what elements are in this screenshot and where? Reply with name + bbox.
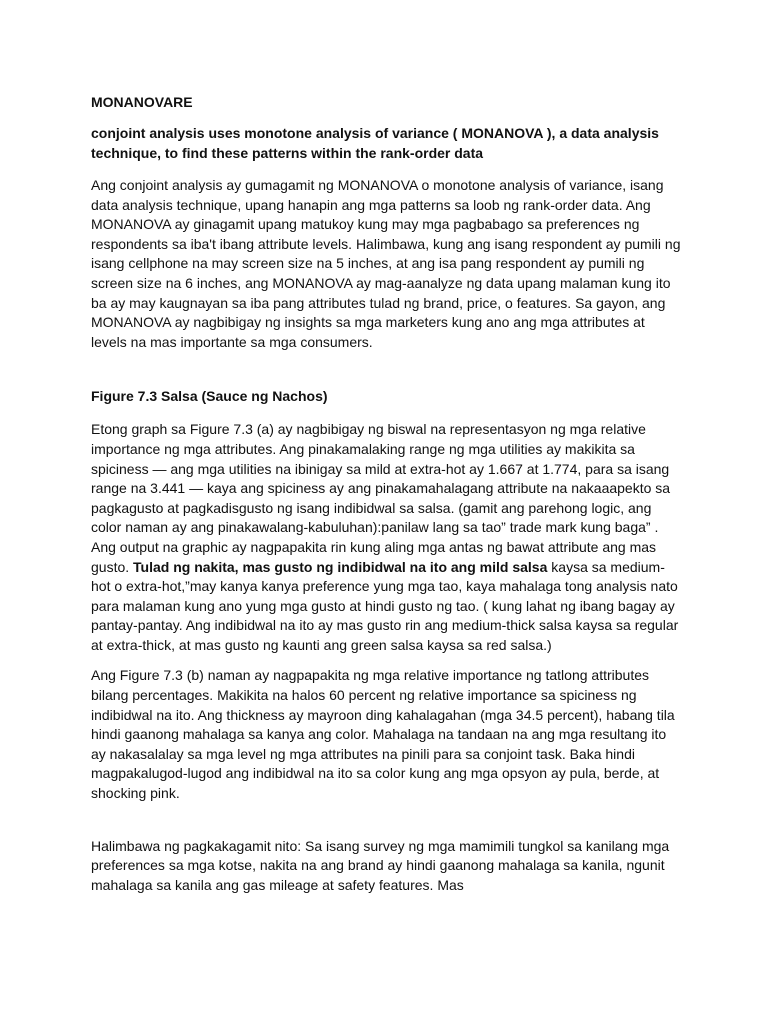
figure-heading: Figure 7.3 Salsa (Sauce ng Nachos) [91, 388, 328, 405]
intro-paragraph: Ang conjoint analysis ay gumagamit ng MONANOVA o monotone analysis of variance, isang data analysis technique, upang hanapin ang mga patterns sa loob ng rank-order data. Ang MONANOVA ay ginagamit upang matukoy kung may mga pagbabago sa preferences ng respondents sa iba't ibang attribute levels. Halimbawa, kung ang isang respondent ay pumili ng isang cellphone na may screen size na 5 inches, at ang isa pang respondent ay pumili ng screen size na 6 inches, ang MONANOVA ay mag-aanalyze ng data upang malaman kung ito ba ay may kaugnayan sa iba pang attributes tulad ng brand, price, o features. Sa gayon, ang MONANOVA ay nagbibigay ng insights sa mga marketers kung ano ang mga attributes at levels na mas importante sa mga consumers. [91, 177, 681, 350]
document-title: MONANOVARE [91, 94, 193, 110]
figure-a-text-1: Etong graph sa Figure 7.3 (a) ay nagbibigay ng biswal na representasyon ng mga relative importance ng mga attributes. Ang pinakamalaking range ng mga utilities ay makikita sa spiciness — ang mga utilities na ibinigay sa mild at extra-hot ay 1.667 at 1.774, para sa isang range na 3.441 — kaya ang spiciness ay ang pinakamahalagang attribute na nakaaapekto sa pagkagusto at pagkadisgusto ng isang indibidwal sa salsa. (gamit ang parehong logic, ang color naman ay ang pinakawalang-kabuluhan):panilaw lang sa tao” trade mark kung baga” . Ang output na graphic ay nagpapakita rin kung aling mga antas ng bawat attribute ang mas gusto. [91, 421, 671, 575]
figure-a-bold-text: Tulad ng nakita, mas gusto ng indibidwal na ito ang mild salsa [133, 558, 548, 575]
figure-a-text-2: kaysa sa medium-hot o extra-hot,”may kanya kanya preference yung mga tao, kaya mahalaga tong analysis nato para malaman kung ano yung mga gusto at hindi gusto ng tao. ( kung lahat ng ibang bagay ay pantay-pantay. Ang indibidwal na ito ay mas gusto rin ang medium-thick salsa kaysa sa regular at extra-thick, at mas gusto ng kaunti ang green salsa kaysa sa red salsa.) [91, 558, 679, 653]
lead-statement: conjoint analysis uses monotone analysis of variance ( MONANOVA ), a data analysis technique, to find these patterns within the rank-order data [91, 125, 659, 161]
figure-b-paragraph: Ang Figure 7.3 (b) naman ay nagpapakita ng mga relative importance ng tatlong attributes bilang percentages. Makikita na halos 60 percent ng relative importance sa spiciness ng indibidwal na ito. Ang thickness ay mayroon ding kahalagahan (mga 34.5 percent), habang tila hindi gaanong mahalaga sa kanya ang color. Mahalaga na tandaan na ang mga resultang ito ay nakasalalay sa mga level ng mga attributes na pinili para sa conjoint task. Baka hindi magpakalugod-lugod ang indibidwal na ito sa color kung ang mga opsyon ay pula, berde, at shocking pink. [91, 667, 675, 802]
figure-a-paragraph [91, 420, 684, 655]
example-paragraph: Halimbawa ng pagkakagamit nito: Sa isang survey ng mga mamimili tungkol sa kanilang mga preferences sa mga kotse, nakita na ang brand ay hindi gaanong mahalaga sa kanila, ngunit mahalaga sa kanila ang gas mileage at safety features. Mas [91, 837, 670, 893]
